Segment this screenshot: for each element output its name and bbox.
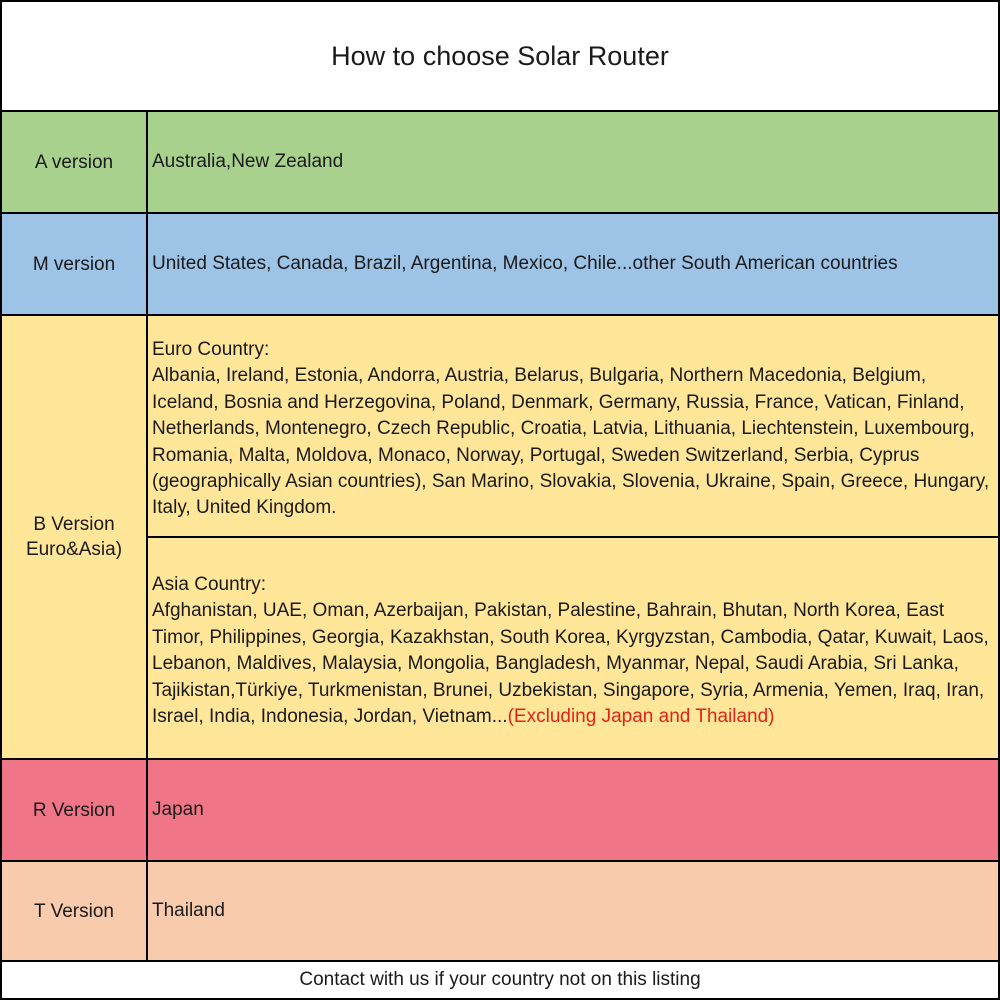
countries-t: Thailand [152,899,225,921]
version-label-r: R Version [2,760,148,860]
asia-list-block [152,598,990,730]
asia-countries [148,572,998,730]
euro-countries [148,337,998,522]
euro-heading: Euro Country: [152,339,270,360]
version-label-a: A version [2,112,148,212]
row-m-version [2,214,998,316]
row-a-version [2,112,998,214]
version-label-b-line2: Euro&Asia) [25,539,123,560]
b-divider [148,536,998,538]
asia-list: Afghanistan, UAE, Oman, Azerbaijan, Pakistan, Palestine, Bahrain, Bhutan, North Korea, East Timor, Philippines, Georgia, Kazakhstan, South Korea, Kyrgyzstan, Cambodia, Qatar, Kuwait, Laos, Lebanon, Maldives, Malaysia, Mongolia, Bangladesh, Myanmar, Nepal, Saudi Arabia, Sri Lanka, Tajikistan,Türkiye, Turkmenistan, Brunei, Uzbekistan, Singapore, Syria, Armenia, Yemen, Iraq, Iran, Israel, India, Indonesia, Jordan, Vietnam... [152,600,989,728]
version-label-t: T Version [2,862,148,960]
countries-r: Japan [152,798,204,820]
contact-footer: Contact with us if your country not on this listing [2,962,998,998]
asia-exclusion-note: (Excluding Japan and Thailand) [507,706,775,728]
version-label-m: M version [2,214,148,314]
asia-heading: Asia Country: [152,574,267,595]
row-t-version [2,862,998,962]
row-b-version [2,316,998,760]
countries-m: United States, Canada, Brazil, Argentina, Mexico, Chile...other South American countries [152,252,898,274]
version-label-b [2,316,148,758]
row-r-version [2,760,998,862]
page-title: How to choose Solar Router [2,2,998,112]
countries-a: Australia,New Zealand [152,150,344,172]
euro-list: Albania, Ireland, Estonia, Andorra, Austria, Belarus, Bulgaria, Northern Macedonia, Belgium, Iceland, Bosnia and Herzegovina, Poland, Denmark, Germany, Russia, France, Vatican, Finland, Netherlands, Montenegro, Czech Republic, Croatia, Latvia, Lithuania, Liechtenstein, Luxembourg, Romania, Malta, Moldova, Monaco, Norway, Portugal, Sweden Switzerland, Serbia, Cyprus (geographically Asian countries), San Marino, Slovakia, Slovenia, Ukraine, Spain, Greece, Hungary, Italy, United Kingdom. [152,365,990,519]
version-label-b-line1: B Version [33,514,115,535]
